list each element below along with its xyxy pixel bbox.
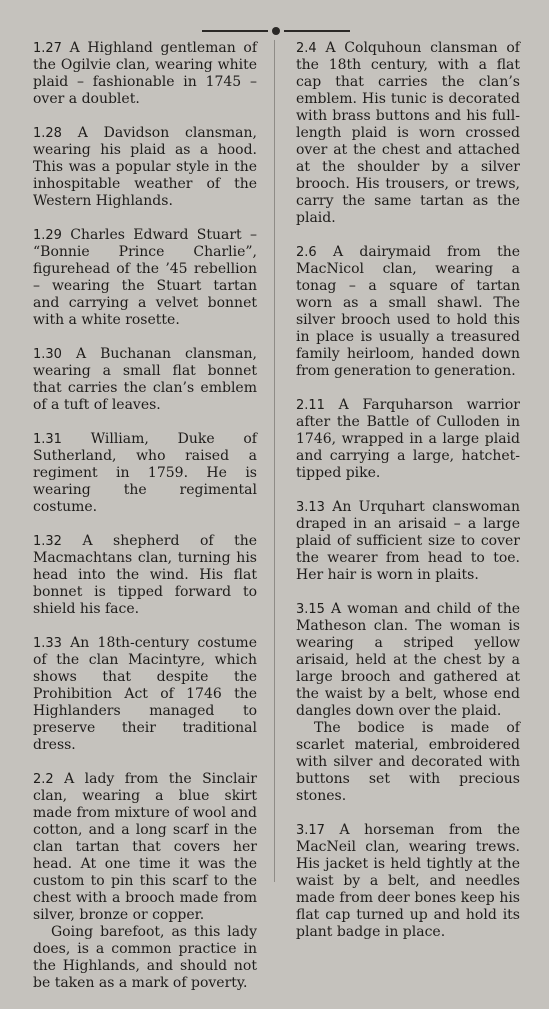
caption-number: 2.2: [33, 772, 54, 787]
caption-number: 2.6: [296, 245, 317, 260]
caption-text: William, Duke of Sutherland, who raised a regiment in 1759. He is wearing the regimental costume.: [33, 431, 257, 515]
header-ornament: [202, 26, 350, 36]
caption-text: A lady from the Sinclair clan, wearing a blue skirt made from mixture of wool and cotton, and a long scarf in the clan tartan that covers her head. At one time it was the custom to pin this scarf to the chest with a brooch made from silver, bronze or copper.: [33, 771, 257, 923]
right-column: [296, 40, 520, 958]
caption-text: A Farquharson warrior after the Battle of Culloden in 1746, wrapped in a large plaid and carrying a large, hatchet-tipped pike.: [296, 397, 520, 481]
caption-3-15-continuation: The bodice is made of scarlet material, embroidered with silver and decorated with buttons set with precious stones.: [296, 720, 520, 804]
caption-1-33: [33, 635, 257, 754]
caption-number: 3.15: [296, 602, 325, 617]
caption-text: A Buchanan clansman, wearing a small flat bonnet that carries the clan’s emblem of a tuft of leaves.: [33, 346, 257, 413]
caption-1-30: [33, 346, 257, 414]
caption-text: An Urquhart clanswoman draped in an arisaid – a large plaid of sufficient size to cover the wearer from head to toe. Her hair is worn in plaits.: [296, 499, 520, 583]
caption-text: A Highland gentleman of the Ogilvie clan, wearing white plaid – fashionable in 1745 – over a doublet.: [33, 40, 257, 107]
caption-text: Charles Edward Stuart – “Bonnie Prince Charlie”, figurehead of the ’45 rebellion – wearing the Stuart tartan and carrying a velvet bonnet with a white rosette.: [33, 227, 257, 328]
caption-1-31: [33, 431, 257, 516]
caption-3-15: [296, 601, 520, 720]
caption-1-29: [33, 227, 257, 329]
caption-text: A woman and child of the Matheson clan. The woman is wearing a striped yellow arisaid, held at the chest by a large brooch and gathered at the waist by a belt, whose end dangles down over the plaid.: [296, 601, 520, 719]
caption-2-2-continuation: Going barefoot, as this lady does, is a common practice in the Highlands, and should not be taken as a mark of poverty.: [33, 924, 257, 991]
caption-number: 1.32: [33, 534, 62, 549]
caption-text: A horseman from the MacNeil clan, wearing trews. His jacket is held tightly at the waist by a belt, and needles made from deer bones keep his flat cap turned up and hold its plant badge in place.: [296, 822, 520, 940]
caption-text: A Colquhoun clansman of the 18th century, with a flat cap that carries the clan’s emblem. His tunic is decorated with brass buttons and his full-length plaid is worn crossed over at the chest and attached at the shoulder by a silver brooch. His trousers, or trews, carry the same tartan as the plaid.: [296, 40, 520, 226]
caption-2-2: [33, 771, 257, 924]
caption-number: 1.30: [33, 347, 62, 362]
caption-3-17: [296, 822, 520, 941]
caption-1-27: [33, 40, 257, 108]
caption-2-4: [296, 40, 520, 227]
caption-2-11: [296, 397, 520, 482]
caption-number: 1.29: [33, 228, 62, 243]
caption-number: 1.31: [33, 432, 62, 447]
caption-number: 3.17: [296, 823, 325, 838]
caption-text: A Davidson clansman, wearing his plaid as a hood. This was a popular style in the inhospitable weather of the Western Highlands.: [33, 125, 257, 209]
ornament-dot: [272, 27, 280, 35]
caption-2-6: [296, 244, 520, 380]
caption-number: 1.27: [33, 41, 62, 56]
ornament-rule-right: [284, 30, 350, 32]
caption-text: A dairymaid from the MacNicol clan, wearing a tonag – a square of tartan worn as a small shawl. The silver brooch used to hold this in place is usually a treasured family heirloom, handed down from generation to generation.: [296, 244, 520, 379]
caption-3-13: [296, 499, 520, 584]
column-divider: [274, 40, 275, 882]
caption-number: 1.33: [33, 636, 62, 651]
caption-number: 1.28: [33, 126, 62, 141]
caption-number: 3.13: [296, 500, 325, 515]
ornament-rule-left: [202, 30, 268, 32]
left-column: [33, 40, 257, 1009]
caption-number: 2.4: [296, 41, 317, 56]
caption-number: 2.11: [296, 398, 325, 413]
caption-1-32: [33, 533, 257, 618]
caption-text: An 18th-century costume of the clan Macintyre, which shows that despite the Prohibition Act of 1746 the Highlanders managed to preserve their traditional dress.: [33, 635, 257, 753]
caption-1-28: [33, 125, 257, 210]
caption-text: A shepherd of the Macmachtans clan, turning his head into the wind. His flat bonnet is tipped forward to shield his face.: [33, 533, 257, 617]
